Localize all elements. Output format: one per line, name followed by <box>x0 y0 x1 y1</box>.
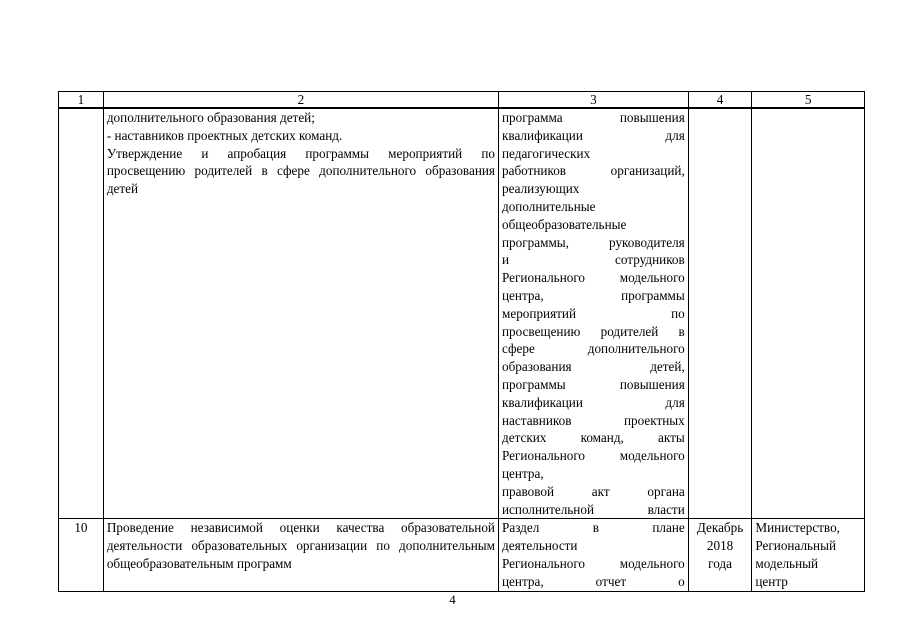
header-cell-4: 4 <box>688 92 752 109</box>
activity-line: - наставников проектных детских команд. <box>106 127 343 143</box>
result-line: общеобразовательные <box>502 216 627 232</box>
result-line: программы повышения <box>502 376 685 392</box>
activity-cell: Проведение независимой оценки качества образовательной деятельности образовательных организации по дополнительным общеобразовательным программ <box>103 519 498 591</box>
result-line: правовой акт органа <box>502 483 685 499</box>
responsible-line: модельный <box>755 555 819 571</box>
header-cell-1: 1 <box>59 92 104 109</box>
result-line: и сотрудников <box>502 252 685 268</box>
responsible-line: Министерство, <box>755 520 840 536</box>
result-line: Раздел в плане <box>502 520 685 536</box>
result-line: Регионального модельного <box>502 555 685 571</box>
deadline-line: Декабрь <box>696 520 744 536</box>
result-cell <box>499 108 689 519</box>
result-line: программа повышения <box>502 110 685 125</box>
deadline-cell <box>688 519 752 591</box>
result-line: деятельности <box>502 538 578 554</box>
header-cell-5: 5 <box>752 92 865 109</box>
result-line: центра, <box>502 465 544 481</box>
page-number: 4 <box>449 592 456 607</box>
result-line: реализующих <box>502 181 580 197</box>
result-line: исполнительной власти <box>502 501 685 517</box>
header-cell-3: 3 <box>499 92 689 109</box>
plan-table <box>58 91 865 592</box>
activity-cell <box>103 108 498 519</box>
activity-paragraph: Утверждение и апробация программы мероприятий по просвещению родителей в сфере дополнительного образования детей <box>106 145 495 197</box>
deadline-cell <box>688 108 752 519</box>
result-line: Регионального модельного <box>502 270 685 286</box>
result-line: наставников проектных <box>502 412 685 428</box>
result-line: программы, руководителя <box>502 234 685 250</box>
row-number-cell <box>59 108 104 519</box>
responsible-cell <box>752 108 865 519</box>
result-line: дополнительные <box>502 198 596 214</box>
table-header-row <box>59 92 865 109</box>
result-line: детских команд, акты <box>502 430 685 446</box>
result-line: Регионального модельного <box>502 448 685 464</box>
deadline-line: 2018 <box>706 538 734 554</box>
responsible-line: Региональный <box>755 538 837 554</box>
row-number-cell: 10 <box>59 519 104 591</box>
result-line: педагогических <box>502 145 591 161</box>
deadline-line: года <box>708 555 732 571</box>
result-line: центра, программы <box>502 287 685 303</box>
header-cell-2: 2 <box>103 92 498 109</box>
result-line: квалификации для <box>502 127 685 143</box>
result-cell <box>499 519 689 591</box>
result-line: сфере дополнительного <box>502 341 685 357</box>
responsible-line: центр <box>755 573 788 589</box>
result-line: центра, отчет о <box>502 573 685 589</box>
table-row <box>59 519 865 591</box>
result-line: квалификации для <box>502 394 685 410</box>
responsible-cell <box>752 519 865 591</box>
result-line: работников организаций, <box>502 163 685 179</box>
table-row <box>59 108 865 519</box>
activity-line: дополнительного образования детей; <box>106 110 315 125</box>
result-line: просвещению родителей в <box>502 323 685 339</box>
result-line: образования детей, <box>502 359 685 375</box>
result-line: мероприятий по <box>502 305 685 321</box>
